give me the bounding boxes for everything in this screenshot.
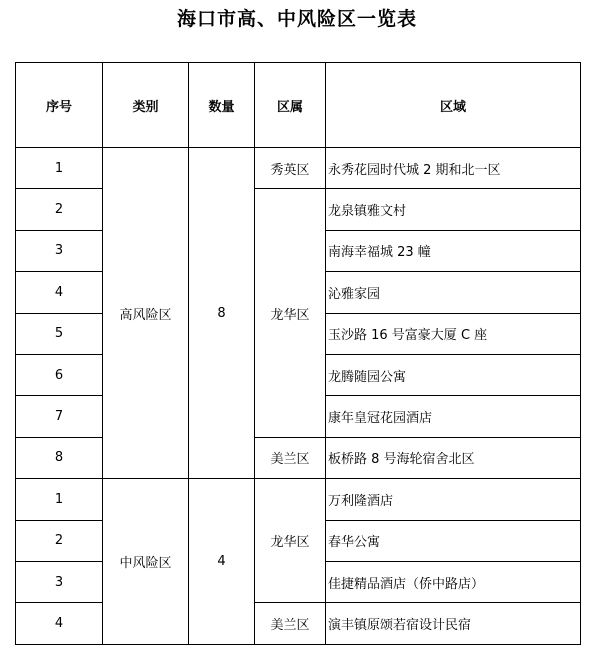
district-cell: 龙华区 xyxy=(255,479,326,603)
table-row xyxy=(16,437,581,478)
serial-cell: 4 xyxy=(16,272,103,313)
area-cell: 龙泉镇雅文村 xyxy=(326,189,581,230)
table-row xyxy=(16,479,581,520)
serial-cell: 4 xyxy=(16,603,103,644)
district-cell: 龙华区 xyxy=(255,189,326,437)
area-cell: 演丰镇原颂若宿设计民宿 xyxy=(326,603,581,644)
risk-area-table xyxy=(15,62,581,645)
category-cell-medium: 中风险区 xyxy=(103,479,189,645)
count-cell-high: 8 xyxy=(189,148,255,479)
area-cell: 南海幸福城 23 幢 xyxy=(326,230,581,271)
serial-cell: 6 xyxy=(16,354,103,395)
serial-cell: 7 xyxy=(16,396,103,437)
header-serial: 序号 xyxy=(16,63,103,148)
table-row xyxy=(16,189,581,230)
area-cell: 永秀花园时代城 2 期和北一区 xyxy=(326,148,581,189)
serial-cell: 2 xyxy=(16,189,103,230)
header-category: 类别 xyxy=(103,63,189,148)
serial-cell: 1 xyxy=(16,148,103,189)
district-cell: 秀英区 xyxy=(255,148,326,189)
count-cell-medium: 4 xyxy=(189,479,255,645)
serial-cell: 5 xyxy=(16,313,103,354)
serial-cell: 3 xyxy=(16,230,103,271)
area-cell: 万利隆酒店 xyxy=(326,479,581,520)
header-count: 数量 xyxy=(189,63,255,148)
area-cell: 佳捷精品酒店（侨中路店） xyxy=(326,561,581,602)
header-area: 区域 xyxy=(326,63,581,148)
district-cell: 美兰区 xyxy=(255,437,326,478)
area-cell: 春华公寓 xyxy=(326,520,581,561)
serial-cell: 1 xyxy=(16,479,103,520)
area-cell: 龙腾随园公寓 xyxy=(326,354,581,395)
page-title: 海口市高、中风险区一览表 xyxy=(176,8,417,30)
category-cell-high: 高风险区 xyxy=(103,148,189,479)
header-district: 区属 xyxy=(255,63,326,148)
area-cell: 康年皇冠花园酒店 xyxy=(326,396,581,437)
area-cell: 玉沙路 16 号富豪大厦 C 座 xyxy=(326,313,581,354)
area-cell: 沁雅家园 xyxy=(326,272,581,313)
serial-cell: 8 xyxy=(16,437,103,478)
serial-cell: 2 xyxy=(16,520,103,561)
serial-cell: 3 xyxy=(16,561,103,602)
table-header-row xyxy=(16,63,581,148)
table-row xyxy=(16,148,581,189)
table-row xyxy=(16,603,581,644)
area-cell: 板桥路 8 号海轮宿舍北区 xyxy=(326,437,581,478)
district-cell: 美兰区 xyxy=(255,603,326,644)
